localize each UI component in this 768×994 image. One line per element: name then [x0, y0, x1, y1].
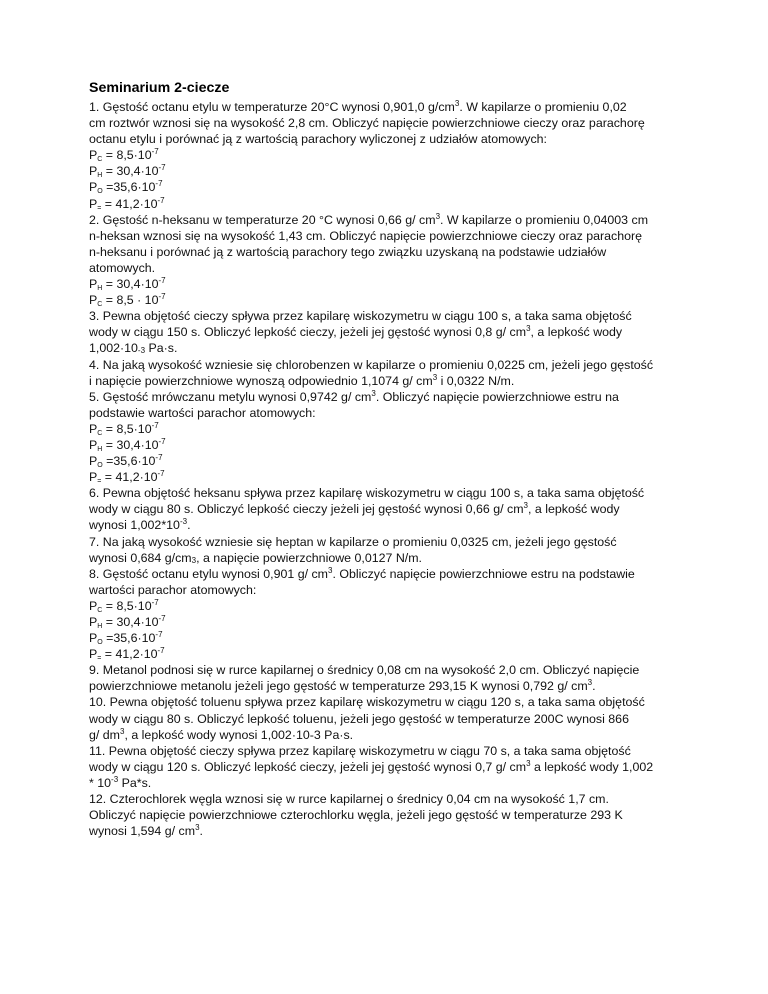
- problem-10-line-3: g/ $dm^3$, a lepkość wody wynosi 1,002·10-3 Pa·s.: [89, 726, 354, 742]
- problem-4-line-2: i napięcie powierzchniowe wynoszą odpowiednio 1,1074 g/ $cm^3$ i 0,0322 N/m.: [89, 372, 515, 388]
- problem-1-text: wynosi 0,901,0 g/cm: [338, 100, 455, 114]
- problem-5-line-2: podstawie wartości parachor atomowych:: [89, 405, 316, 420]
- problem-1-line-2: cm roztwór wznosi się na wysokość 2,8 cm. Obliczyć napięcie powierzchniowe cieczy oraz parachorę: [89, 116, 645, 131]
- problem-12-line-2: Obliczyć napięcie powierzchniowe czterochlorku węgla, jeżeli jego gęstość w temperaturze 293 K: [89, 808, 623, 823]
- problem-2-line-4: atomowych.: [89, 260, 156, 275]
- superscript: 3: [454, 99, 460, 108]
- problem-6-line-1: 6. Pewna objętość heksanu spływa przez kapilarę wiskozymetru w ciągu 100 s, a taka sama objętość: [89, 486, 645, 501]
- problem-11-line-3: * $10^{-3}$ Pa*s.: [89, 774, 152, 790]
- document-page: [89, 80, 689, 839]
- problem-11-line-1: 11. Pewna objętość cieczy spływa przez kapilarę wiskozymetru w ciągu 70 s, a taka sama objętość: [89, 743, 631, 758]
- problem-10-line-1: 10. Pewna objętość toluenu spływa przez kapilarę wiskozymetru w ciągu 120 s, a taka sama objętość: [89, 695, 645, 710]
- parachor-c: PC = $8,5\cdot 10^{-7}$: [89, 420, 159, 437]
- parachor-h: PH = $30,4\cdot 10^{-7}$: [89, 163, 166, 180]
- problem-12-line-1: 12. Czterochlorek węgla wznosi się w rurce kapilarnej o średnicy 0,04 cm na wysokość 1,7 cm.: [89, 792, 609, 807]
- parachor-o: PO $=35,6\cdot 10^{-7}$: [89, 453, 163, 470]
- problem-4-line-1: 4. Na jaką wysokość wzniesie się chlorobenzen w kapilarze o promieniu 0,0225 cm, jeżeli jego gęstość: [89, 357, 654, 372]
- degree-celsius: °C: [324, 100, 339, 114]
- problem-9-line-2: powierzchniowe metanolu jeżeli jego gęstość w temperaturze 293,15 K wynosi 0,792 g/ $cm^3$.: [89, 678, 596, 694]
- parachor-o: PO $=35,6\cdot 10^{-7}$: [89, 630, 163, 647]
- parachor-h: PH = $30,4\cdot 10^{-7}$: [89, 614, 166, 630]
- parachor-o: PO $=35,6\cdot 10^{-7}$: [89, 179, 163, 196]
- parachor-double-bond: $P= = 41,2\cdot 10^{-7}$: [89, 469, 165, 486]
- page-title: Seminarium 2-ciecze: [89, 80, 230, 96]
- parachor-h: PH = $30,4\cdot 10^{-7}$: [89, 436, 166, 453]
- parachor-c: PC = $8,5\cdot 10^{-7}$: [89, 147, 159, 164]
- degree-celsius: °C: [319, 212, 333, 227]
- problem-6-line-3: wynosi $1,002*10^{-3}$.: [89, 517, 191, 533]
- problem-11-line-2: wody w ciągu 120 s. Obliczyć lepkość cieczy, jeżeli jej gęstość wynosi 0,7 g/ $cm^3$ a lepkość wody 1,002: [89, 758, 654, 774]
- parachor-c: PC = $8,5\cdot 10^{-7}$: [89, 597, 159, 614]
- problem-2-line-1: 2. Gęstość n-heksanu w temperaturze 20 °C wynosi 0,66 g/ $cm^3$. W kapilarze o promieniu 0,04003 cm: [89, 211, 649, 227]
- problem-7-line-1: 7. Na jaką wysokość wzniesie się heptan w kapilarze o promieniu 0,0325 cm, jeżeli jego gęstość: [89, 534, 617, 549]
- problem-12-line-3: wynosi 1,594 g/ $cm^3$.: [89, 823, 203, 839]
- problem-2-line-3: n-heksanu i porównać ją z wartością parachory tego związku uzyskaną na podstawie udziałów: [89, 244, 607, 259]
- problem-3-line-3: 1,002·10-3 Pa·s.: [89, 341, 178, 356]
- parachor-h: PH = $30,4\cdot 10^{-7}$: [89, 276, 166, 293]
- problem-8-line-1: 8. Gęstość octanu etylu wynosi 0,901 g/ $cm^3$. Obliczyć napięcie powierzchniowe estru na podstawie: [89, 565, 635, 581]
- problem-1-line-1: [89, 99, 689, 115]
- problem-1-line-3: octanu etylu i porównać ją z wartością parachory wyliczonej z udziałów atomowych:: [89, 132, 547, 147]
- parachor-c: PC = $8,5 \cdot 10^{-7}$: [89, 292, 166, 309]
- parachor-double-bond: $P= = 41,2\cdot 10^{-7}$: [89, 646, 165, 663]
- problem-1-text: 1. Gęstość octanu etylu w temperaturze 20: [89, 100, 325, 114]
- problem-3-line-2: wody w ciągu 150 s. Obliczyć lepkość cieczy, jeżeli jej gęstość wynosi 0,8 g/ $cm^3$, a lepkość wody: [89, 324, 623, 340]
- problem-7-line-2: wynosi 0,684 g/cm3, a napięcie powierzchniowe 0,0127 N/m.: [89, 550, 422, 565]
- problem-5-line-1: 5. Gęstość mrówczanu metylu wynosi 0,9742 g/ $cm^3$. Obliczyć napięcie powierzchniowe estru na: [89, 388, 619, 404]
- problem-2-line-2: n-heksan wznosi się na wysokość 1,43 cm. Obliczyć napięcie powierzchniowe cieczy oraz parachorę: [89, 228, 643, 243]
- problem-3-line-1: 3. Pewna objętość cieczy spływa przez kapilarę wiskozymetru w ciągu 100 s, a taka sama objętość: [89, 309, 632, 324]
- problem-9-line-1: 9. Metanol podnosi się w rurce kapilarnej o średnicy 0,08 cm na wysokość 2,0 cm. Obliczyć napięcie: [89, 663, 640, 678]
- problem-6-line-2: wody w ciągu 80 s. Obliczyć lepkość cieczy jeżeli jej gęstość wynosi 0,66 g/ $cm^3$, a lepkość wody: [89, 501, 620, 517]
- problem-10-line-2: wody w ciągu 80 s. Obliczyć lepkość toluenu, jeżeli jego gęstość w temperaturze 200C wynosi 866: [89, 711, 629, 726]
- problem-8-line-2: wartości parachor atomowych:: [89, 582, 257, 597]
- parachor-double-bond: $P= = 41,2\cdot 10^{-7}$: [89, 195, 165, 212]
- problem-1-text: . W kapilarze o promieniu 0,02: [459, 100, 627, 114]
